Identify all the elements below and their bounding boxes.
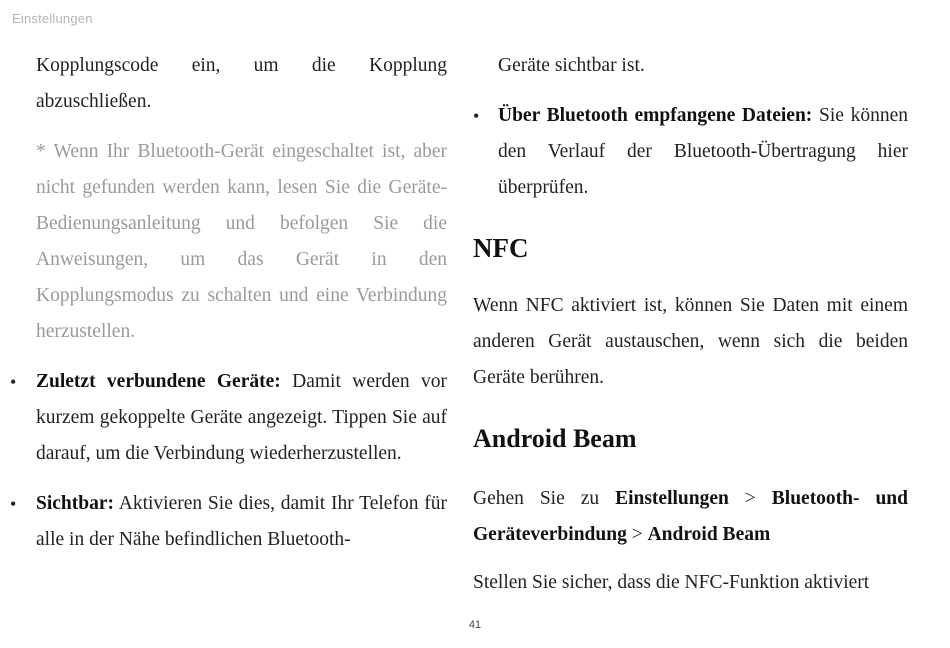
bullet-marker: • [10,494,17,514]
bullet-term: Zuletzt verbundene Geräte: [36,371,281,392]
nfc-description: Wenn NFC aktiviert ist, können Sie Daten mit einem anderen Gerät austauschen, wenn sich die beiden Geräte berühren. [473,295,908,388]
heading-nfc: NFC [473,233,529,263]
bullet-term: Sichtbar: [36,493,114,514]
bullet-text: Damit werden vor kurzem gekoppelte Geräte angezeigt. Tippen Sie auf darauf, um die Verbindung wiederherzustellen. [36,371,447,464]
bullet-marker: • [473,106,480,126]
path-android-beam: Android Beam [647,524,771,545]
page-number: 41 [468,619,482,631]
continued-text: Geräte sichtbar ist. [498,55,645,76]
bullet-received-files [473,98,908,206]
heading-android-beam: Android Beam [473,424,637,453]
bullet-marker: • [10,372,17,392]
bullet-text: Sie können den Verlauf der Bluetooth-Übertragung hier überprüfen. [498,105,908,198]
path-settings: Einstellungen [615,488,729,509]
path-bluetooth: Bluetooth- und Geräteverbindung [473,488,908,545]
bluetooth-note: * Wenn Ihr Bluetooth-Gerät eingeschaltet ist, aber nicht gefunden werden kann, lesen Sie die Geräte-Bedienungsanleitung und befolgen Sie die Anweisungen, um das Gerät in den Kopplungsmodus zu schalten und eine Verbindung herzustellen. [36,141,447,342]
bullet-visible [10,486,447,558]
nfc-instruction: Stellen Sie sicher, dass die NFC-Funktion aktiviert [473,572,870,593]
path-prefix: Gehen Sie zu [473,488,616,509]
bullet-recent-devices [10,364,447,472]
bullet-term: Über Bluetooth empfangene Dateien: [498,105,813,126]
running-header: Einstellungen [12,11,93,26]
path-separator: > [626,524,648,545]
paragraph-kopplung: Kopplungscode ein, um die Kopplung abzuschließen. [36,55,447,112]
settings-path [473,481,908,553]
right-column [473,48,908,601]
path-separator: > [728,488,772,509]
left-column [10,48,447,558]
bullet-text: Aktivieren Sie dies, damit Ihr Telefon für alle in der Nähe befindlichen Bluetooth- [36,493,447,550]
